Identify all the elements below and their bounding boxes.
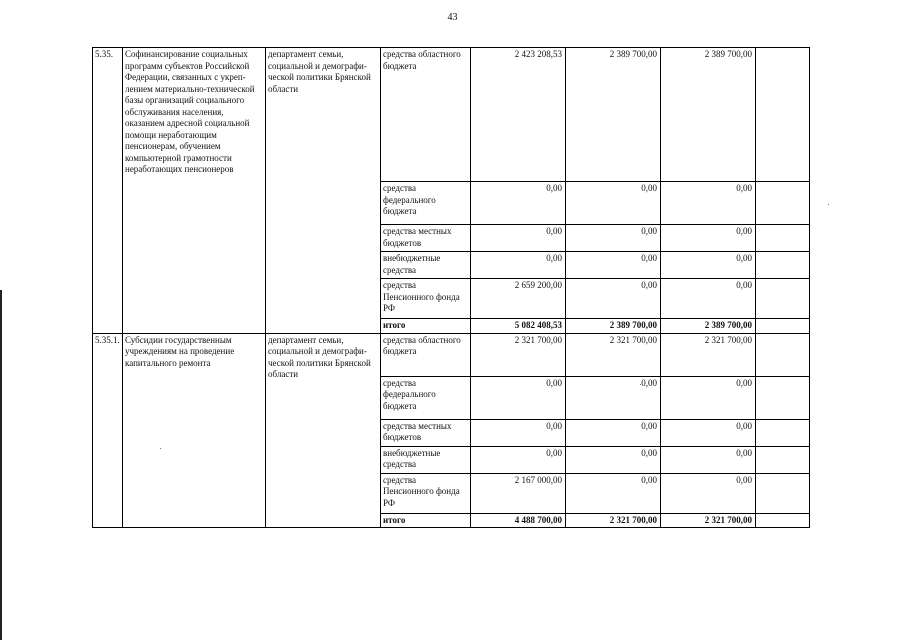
value-cell: 0,00 bbox=[566, 182, 661, 225]
value-cell: 0,00 bbox=[471, 446, 566, 473]
total-value: 2 321 700,00 bbox=[566, 513, 661, 528]
scan-edge-line bbox=[0, 290, 2, 640]
scan-speck bbox=[828, 204, 829, 205]
source-label: средства местных бюджетов bbox=[381, 225, 471, 252]
value-cell: 0,00 bbox=[471, 419, 566, 446]
source-label: средства федерального бюджета bbox=[381, 376, 471, 419]
total-value: 4 488 700,00 bbox=[471, 513, 566, 528]
empty-cell bbox=[756, 48, 810, 182]
value-cell: 0,00 bbox=[566, 446, 661, 473]
empty-cell bbox=[756, 473, 810, 513]
value-cell: 0,00 bbox=[566, 225, 661, 252]
value-cell: 0,00 bbox=[566, 376, 661, 419]
empty-cell bbox=[756, 252, 810, 279]
value-cell: 0,00 bbox=[566, 473, 661, 513]
value-cell: 0,00 bbox=[661, 446, 756, 473]
value-cell: 2 423 208,53 bbox=[471, 48, 566, 182]
source-label: внебюджетные средства bbox=[381, 252, 471, 279]
source-label: средства Пенсионного фонда РФ bbox=[381, 473, 471, 513]
value-cell: 0,00 bbox=[661, 182, 756, 225]
value-cell: 0,00 bbox=[471, 225, 566, 252]
value-cell: 0,00 bbox=[661, 279, 756, 319]
source-label: средства федерального бюджета bbox=[381, 182, 471, 225]
total-value: 2 389 700,00 bbox=[566, 319, 661, 334]
empty-cell bbox=[756, 513, 810, 528]
value-cell: 0,00 bbox=[661, 419, 756, 446]
empty-cell bbox=[756, 182, 810, 225]
item-executor: департамент семьи, социальной и демографи-ческой политики Брянской области bbox=[266, 333, 381, 528]
total-value: 2 389 700,00 bbox=[661, 319, 756, 334]
empty-cell bbox=[756, 419, 810, 446]
item-number: 5.35. bbox=[93, 48, 123, 334]
empty-cell bbox=[756, 279, 810, 319]
value-cell: 0,00 bbox=[661, 225, 756, 252]
value-cell: 2 167 000,00 bbox=[471, 473, 566, 513]
value-cell: 2 321 700,00 bbox=[471, 333, 566, 376]
value-cell: 0,00 bbox=[566, 252, 661, 279]
item-name: Субсидии государственным учреждениям на проведение капитального ремонта bbox=[123, 333, 266, 528]
empty-cell bbox=[756, 376, 810, 419]
empty-cell bbox=[756, 225, 810, 252]
budget-table bbox=[92, 47, 810, 528]
value-cell: 2 389 700,00 bbox=[661, 48, 756, 182]
source-label: средства Пенсионного фонда РФ bbox=[381, 279, 471, 319]
empty-cell bbox=[756, 446, 810, 473]
total-value: 2 321 700,00 bbox=[661, 513, 756, 528]
value-cell: 0,00 bbox=[661, 473, 756, 513]
value-cell: 2 321 700,00 bbox=[566, 333, 661, 376]
value-cell: 0,00 bbox=[566, 419, 661, 446]
value-cell: 0,00 bbox=[661, 252, 756, 279]
table-row bbox=[93, 48, 810, 182]
value-cell: 2 659 200,00 bbox=[471, 279, 566, 319]
source-label: средства областного бюджета bbox=[381, 333, 471, 376]
value-cell: 0,00 bbox=[471, 376, 566, 419]
value-cell: 2 321 700,00 bbox=[661, 333, 756, 376]
source-label: внебюджетные средства bbox=[381, 446, 471, 473]
total-value: 5 082 408,53 bbox=[471, 319, 566, 334]
scan-speck bbox=[160, 448, 161, 449]
source-label: средства областного бюджета bbox=[381, 48, 471, 182]
value-cell: 0,00 bbox=[661, 376, 756, 419]
item-number: 5.35.1. bbox=[93, 333, 123, 528]
item-executor: департамент семьи, социальной и демографи-ческой политики Брянской области bbox=[266, 48, 381, 334]
value-cell: 0,00 bbox=[471, 252, 566, 279]
empty-cell bbox=[756, 319, 810, 334]
total-label: итого bbox=[381, 513, 471, 528]
table-row bbox=[93, 333, 810, 376]
empty-cell bbox=[756, 333, 810, 376]
value-cell: 0,00 bbox=[566, 279, 661, 319]
item-name: Софинансирование социальных программ субъектов Российской Федерации, связанных с укреп-лением материально-технической базы организаций социального обслуживания населения, оказанием адресной социальной помощи неработающим пенсионерам, обучением компьютерной грамотности неработающих пенсионеров bbox=[123, 48, 266, 334]
source-label: средства местных бюджетов bbox=[381, 419, 471, 446]
value-cell: 0,00 bbox=[471, 182, 566, 225]
total-label: итого bbox=[381, 319, 471, 334]
page-number: 43 bbox=[447, 12, 458, 23]
scan-speck bbox=[640, 384, 641, 385]
value-cell: 2 389 700,00 bbox=[566, 48, 661, 182]
